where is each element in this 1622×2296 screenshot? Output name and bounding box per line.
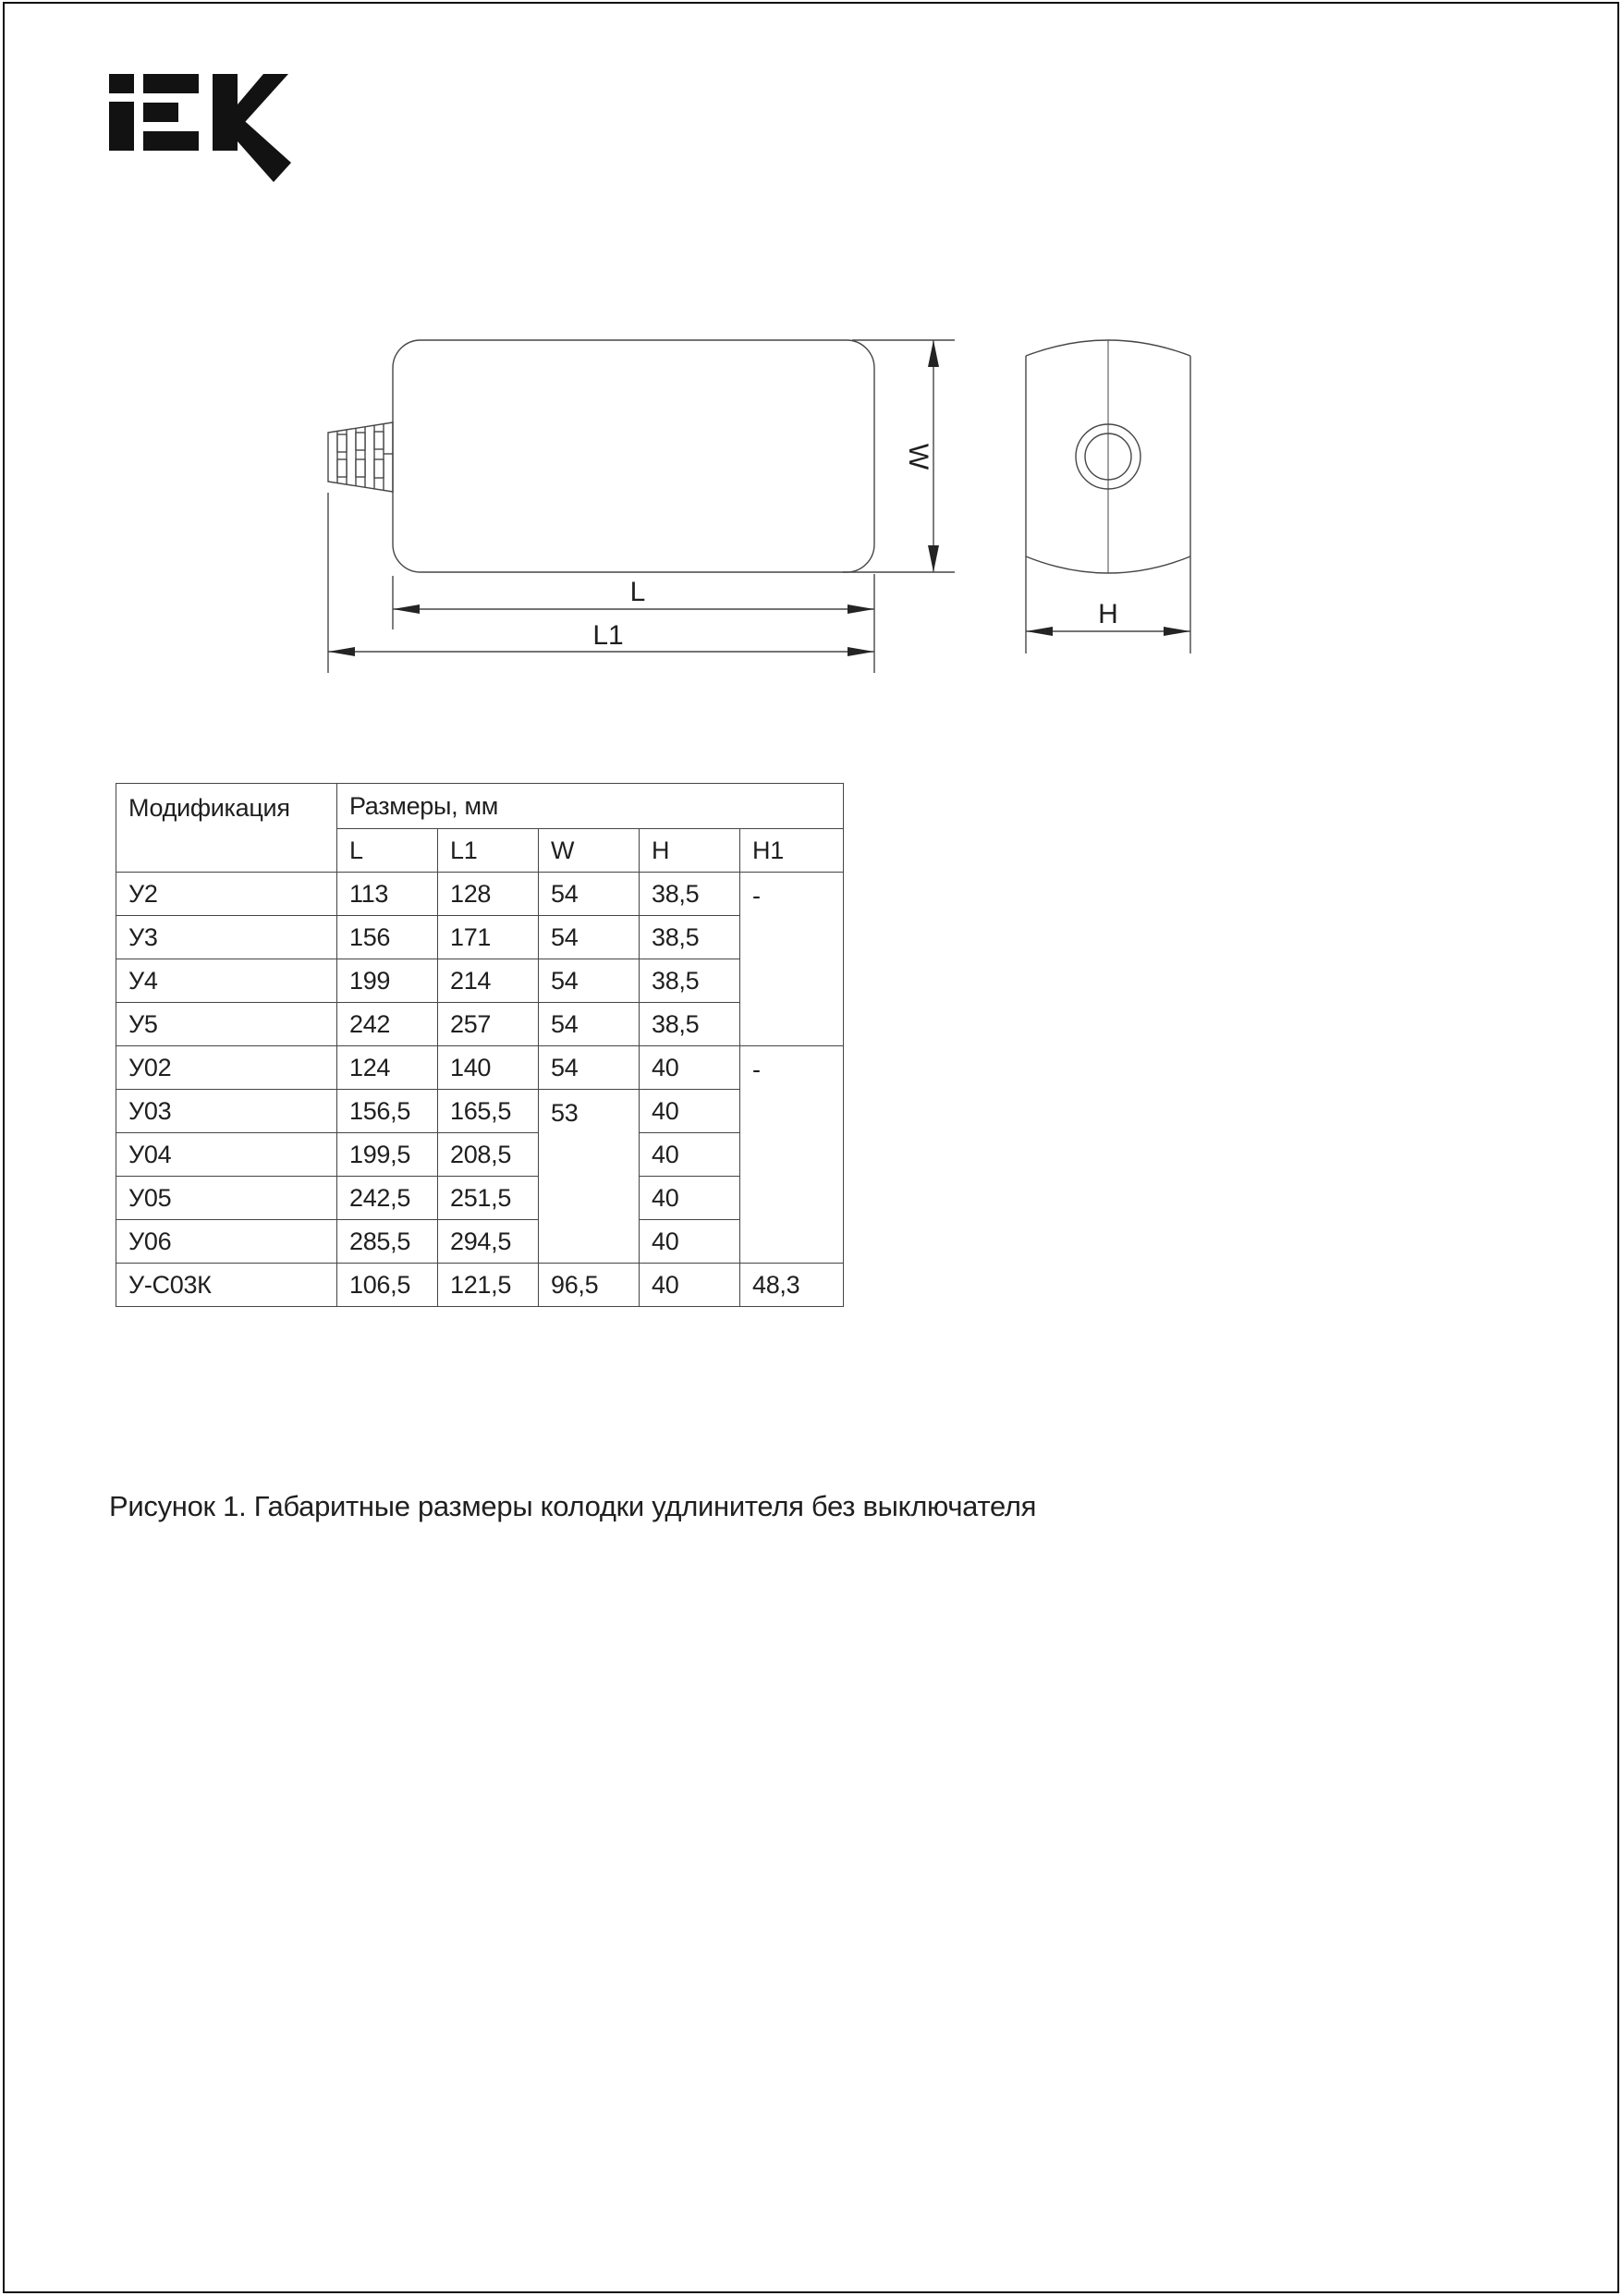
cell: 54 [539,873,640,916]
row-label: У2 [116,873,337,916]
subheader-h1: H1 [740,829,844,873]
cell: - [740,1046,844,1264]
cell: 242,5 [337,1177,438,1220]
row-label: У4 [116,959,337,1003]
table-row [116,1003,844,1046]
table-row [116,1220,844,1264]
cell: 285,5 [337,1220,438,1264]
column-header-modification: Модификация [116,784,337,873]
cell: 96,5 [539,1264,640,1307]
column-group-header-sizes: Размеры, мм [337,784,844,829]
table-row [116,1046,844,1090]
cell: - [740,873,844,1046]
cell: 171 [438,916,539,959]
cell: 54 [539,959,640,1003]
subheader-l1: L1 [438,829,539,873]
dimension-w [843,340,955,572]
cell: 165,5 [438,1090,539,1133]
row-label: У02 [116,1046,337,1090]
cell: 54 [539,1046,640,1090]
cell: 38,5 [640,959,740,1003]
subheader-l: L [337,829,438,873]
row-label: У5 [116,1003,337,1046]
cell: 40 [640,1090,740,1133]
cell: 199 [337,959,438,1003]
dimensions-table [116,783,844,1307]
row-label: У-С03К [116,1264,337,1307]
figure-caption: Рисунок 1. Габаритные размеры колодки удлинителя без выключателя [109,1490,1037,1522]
subheader-w: W [539,829,640,873]
cell: 257 [438,1003,539,1046]
table-header-row [116,784,844,829]
cell: 208,5 [438,1133,539,1177]
top-view-body [328,340,874,572]
iek-logo [109,74,291,183]
row-label: У03 [116,1090,337,1133]
cell: 54 [539,916,640,959]
dim-label-l1: L1 [592,620,624,651]
subheader-h: H [640,829,740,873]
table-row [116,916,844,959]
cell: 38,5 [640,873,740,916]
row-label: У3 [116,916,337,959]
dim-label-h: H [1098,599,1118,629]
cell: 121,5 [438,1264,539,1307]
cell: 40 [640,1220,740,1264]
dim-label-w: W [903,443,933,470]
cell: 294,5 [438,1220,539,1264]
table-row [116,873,844,916]
cell: 40 [640,1046,740,1090]
row-label: У06 [116,1220,337,1264]
cell: 38,5 [640,916,740,959]
table-row [116,1264,844,1307]
cell: 242 [337,1003,438,1046]
cell: 214 [438,959,539,1003]
table-row [116,1177,844,1220]
cell: 128 [438,873,539,916]
dim-label-l: L [629,577,646,607]
table-row [116,1090,844,1133]
plug-strain-relief [328,422,393,492]
cell: 106,5 [337,1264,438,1307]
row-label: У05 [116,1177,337,1220]
cell: 251,5 [438,1177,539,1220]
cell: 54 [539,1003,640,1046]
row-label: У04 [116,1133,337,1177]
cell: 124 [337,1046,438,1090]
table-row [116,1133,844,1177]
iek-logo-glyphs [109,74,291,182]
cell: 156,5 [337,1090,438,1133]
cell: 40 [640,1264,740,1307]
cell: 40 [640,1177,740,1220]
cell: 40 [640,1133,740,1177]
cell: 48,3 [740,1264,844,1307]
cell: 199,5 [337,1133,438,1177]
cell: 156 [337,916,438,959]
table-row [116,959,844,1003]
technical-drawing [305,314,1238,730]
cell: 38,5 [640,1003,740,1046]
cell: 53 [539,1090,640,1264]
cell: 140 [438,1046,539,1090]
cell: 113 [337,873,438,916]
